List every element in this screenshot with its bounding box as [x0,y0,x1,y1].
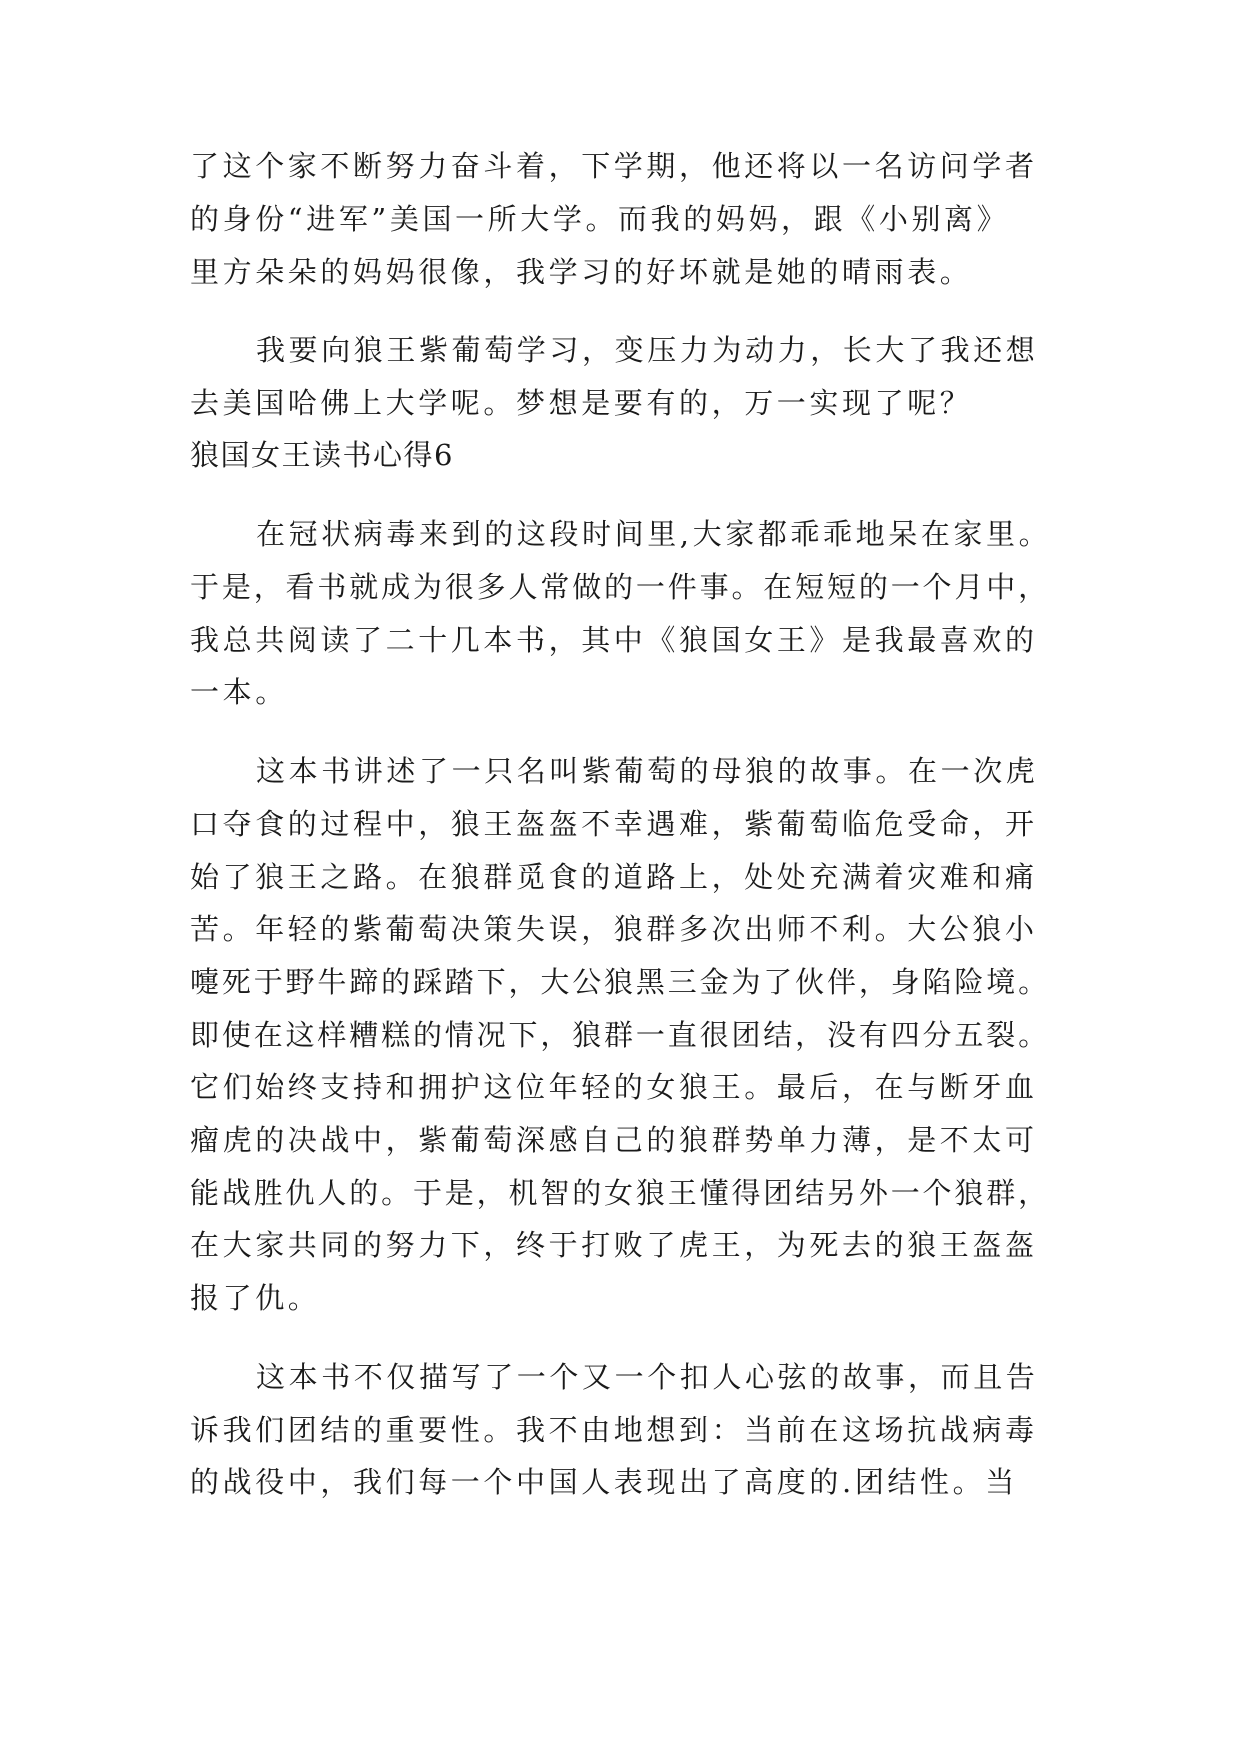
text-line: 这本书讲述了一只名叫紫葡萄的母狼的故事。在一次虎 [256,754,1039,788]
text-line: 瘤虎的决战中，紫葡萄深感自己的狼群势单力薄，是不太可 [190,1123,1038,1157]
text-line: 即使在这样糟糕的情况下，狼群一直很团结，没有四分五裂。 [190,1018,1050,1052]
text-line: 去美国哈佛上大学呢。梦想是要有的，万一实现了呢？ [190,386,973,420]
text-line: 的战役中，我们每一个中国人表现出了高度的.团结性。当 [190,1465,1018,1499]
text-line: 我要向狼王紫葡萄学习，变压力为动力，长大了我还想 [256,333,1039,367]
text-line: 苦。年轻的紫葡萄决策失误，狼群多次出师不利。大公狼小 [190,912,1038,946]
text-line: 嚏死于野牛蹄的踩踏下，大公狼黑三金为了伙伴，身陷险境。 [190,965,1050,999]
text-line: 这本书不仅描写了一个又一个扣人心弦的故事，而且告 [256,1360,1039,1394]
text-line: 口夺食的过程中，狼王盔盔不幸遇难，紫葡萄临危受命，开 [190,807,1038,841]
text-line: 能战胜仇人的。于是，机智的女狼王懂得团结另外一个狼群， [190,1176,1050,1210]
text-line: 里方朵朵的妈妈很像，我学习的好坏就是她的晴雨表。 [190,255,973,289]
text-line: 在冠状病毒来到的这段时间里,大家都乖乖地呆在家里。 [256,517,1052,551]
section-heading: 狼国女王读书心得6 [190,438,454,472]
text-line: 始了狼王之路。在狼群觅食的道路上，处处充满着灾难和痛 [190,860,1038,894]
text-line: 在大家共同的努力下，终于打败了虎王，为死去的狼王盔盔 [190,1228,1038,1262]
text-line: 了这个家不断努力奋斗着，下学期，他还将以一名访问学者 [190,149,1038,183]
text-line: 于是，看书就成为很多人常做的一件事。在短短的一个月中， [190,570,1050,604]
text-line: 一本。 [190,675,288,709]
text-line: 它们始终支持和拥护这位年轻的女狼王。最后，在与断牙血 [190,1070,1038,1104]
text-line: 诉我们团结的重要性。我不由地想到：当前在这场抗战病毒 [190,1413,1038,1447]
text-line: 我总共阅读了二十几本书，其中《狼国女王》是我最喜欢的 [190,623,1038,657]
text-line: 的身份“进军”美国一所大学。而我的妈妈，跟《小别离》 [190,202,1010,236]
text-line: 报了仇。 [190,1281,321,1315]
